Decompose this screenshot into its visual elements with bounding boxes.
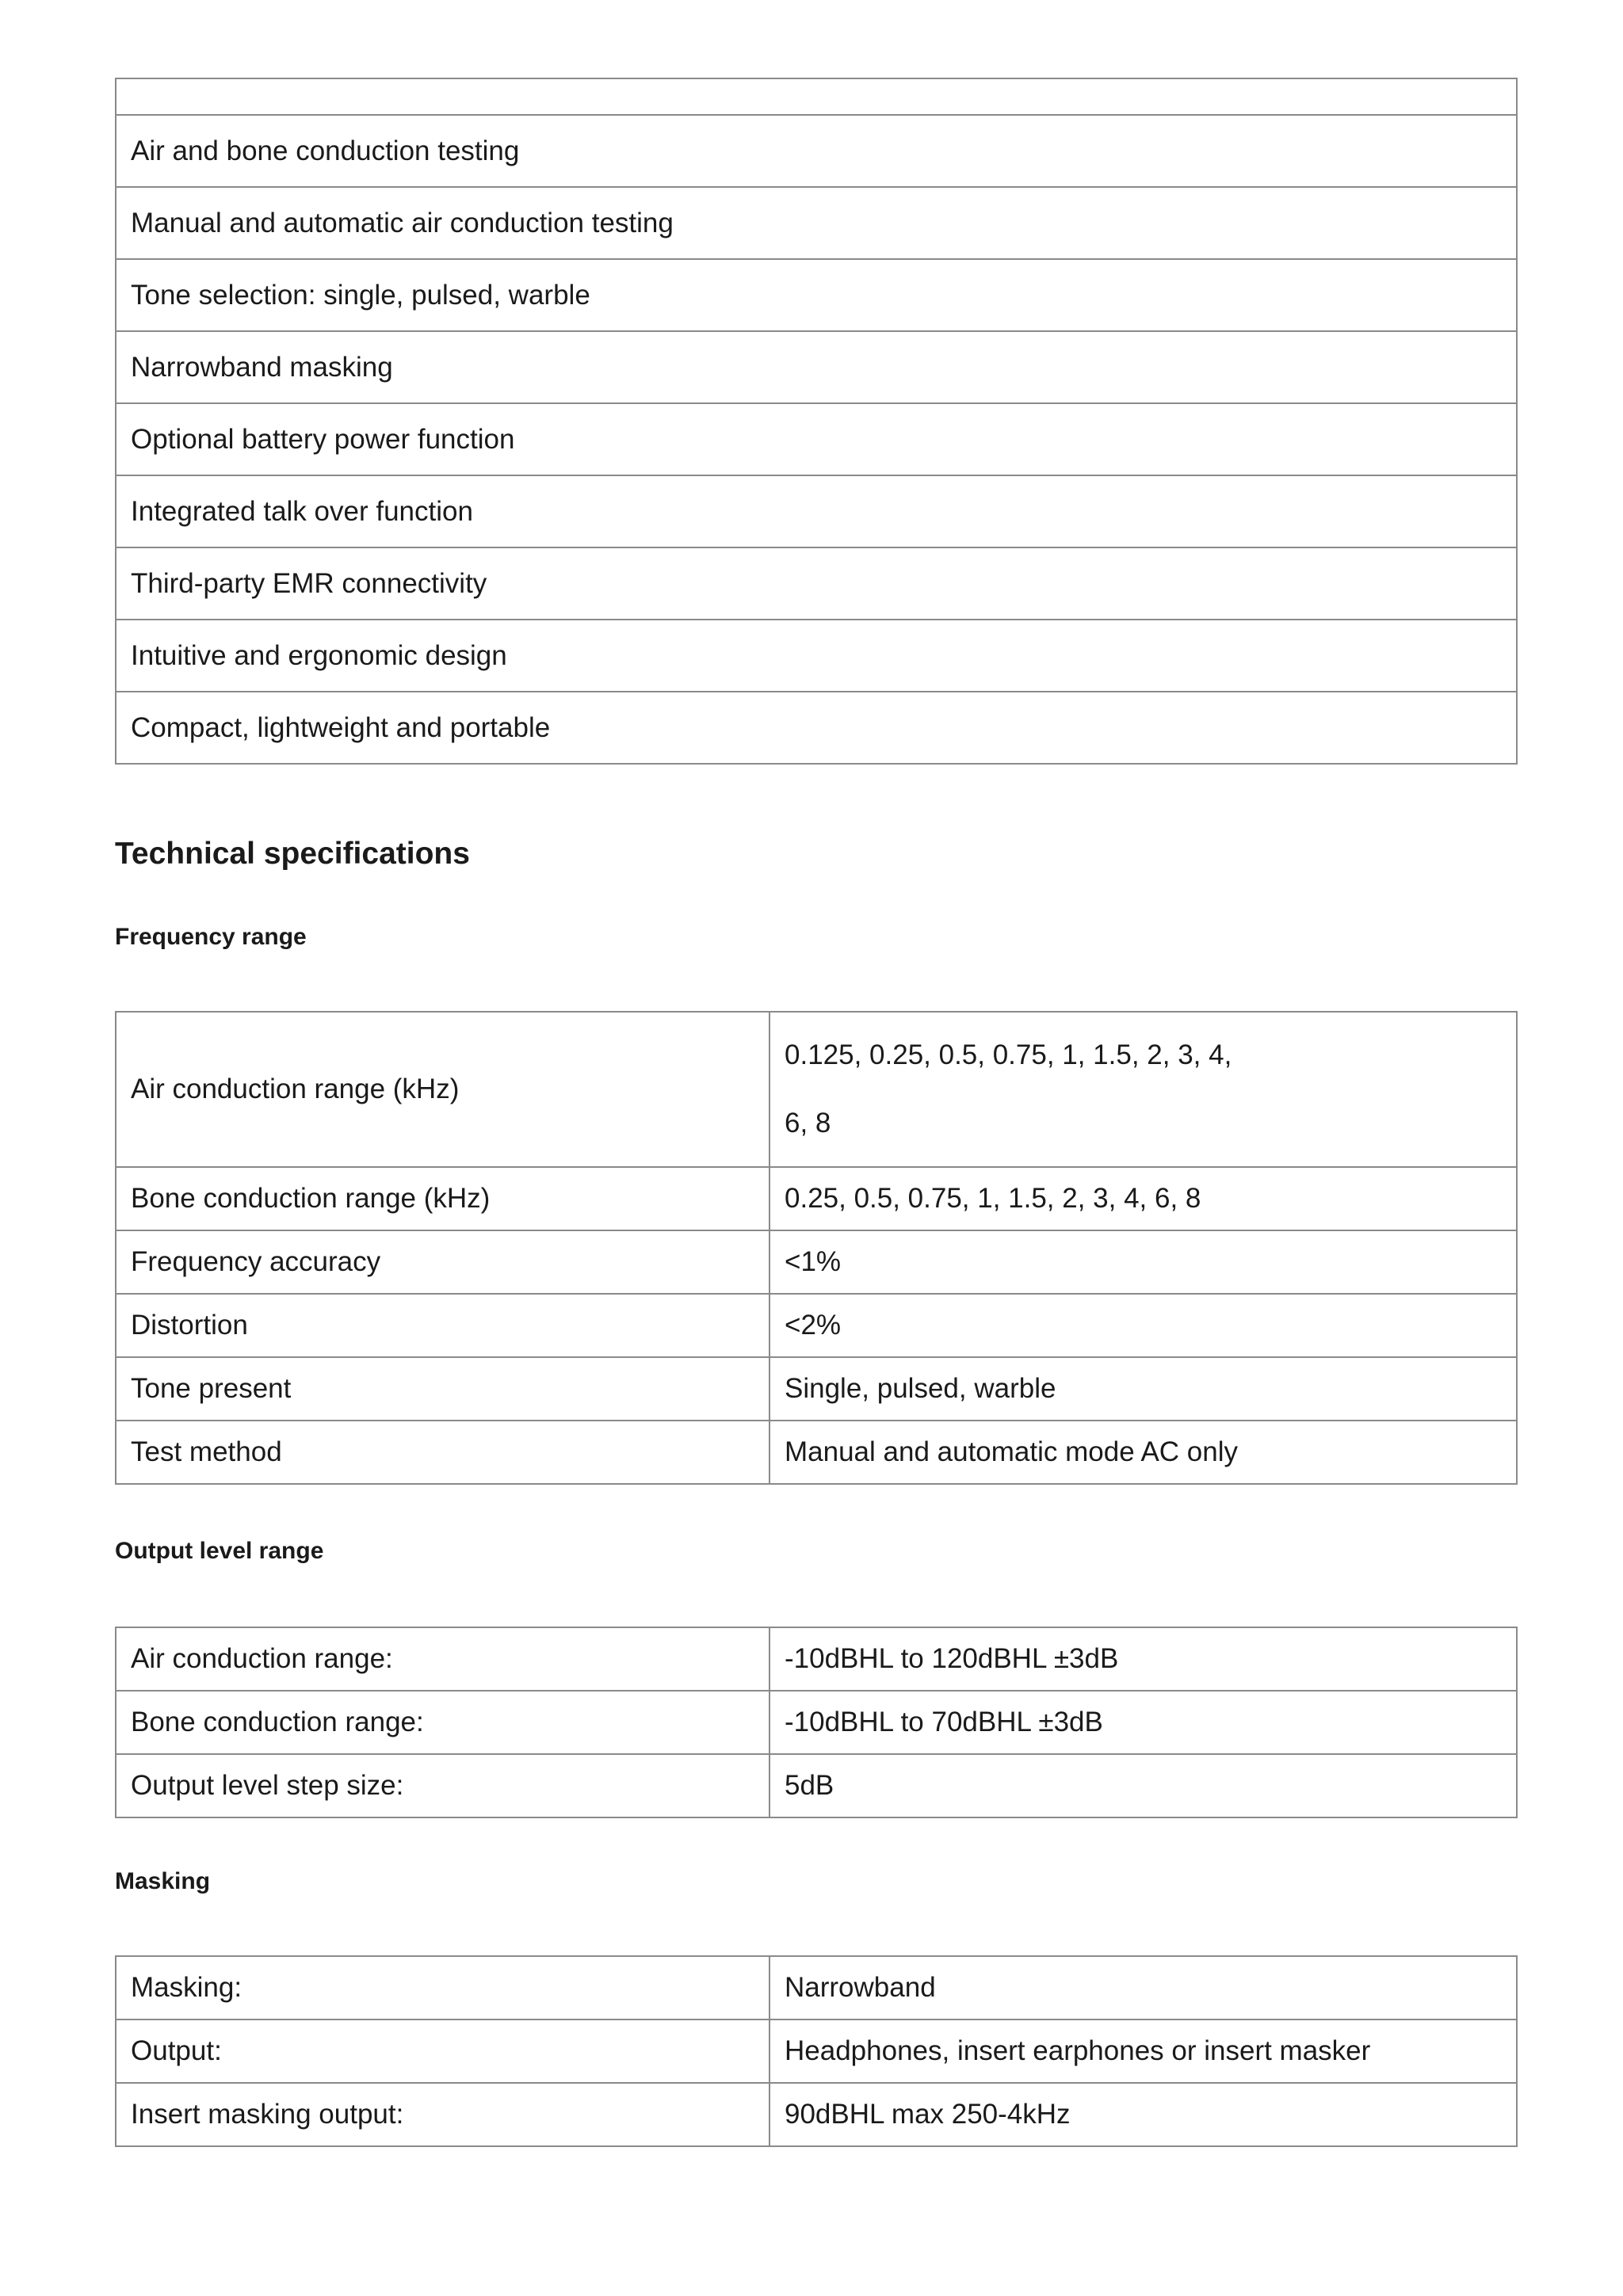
spec-value: 90dBHL max 250-4kHz [769, 2083, 1517, 2146]
spec-value: <2% [769, 1294, 1517, 1357]
spec-value: Narrowband [769, 1956, 1517, 2019]
table-row [116, 1754, 1517, 1817]
table-row [116, 187, 1517, 259]
feature-cell: Integrated talk over function [116, 475, 1517, 547]
table-row [116, 1230, 1517, 1294]
feature-cell: Narrowband masking [116, 331, 1517, 403]
table-row [116, 331, 1517, 403]
spec-label: Output level step size: [116, 1754, 769, 1817]
spec-label: Distortion [116, 1294, 769, 1357]
feature-cell: Intuitive and ergonomic design [116, 620, 1517, 692]
spec-value: 5dB [769, 1754, 1517, 1817]
spec-label: Air conduction range (kHz) [116, 1012, 769, 1167]
table-row [116, 259, 1517, 331]
spec-value: <1% [769, 1230, 1517, 1294]
table-row [116, 1421, 1517, 1484]
table-row [116, 1627, 1517, 1691]
table-row [116, 115, 1517, 187]
table-row [116, 1012, 1517, 1167]
table-row [116, 2019, 1517, 2083]
spec-value-line: 0.125, 0.25, 0.5, 0.75, 1, 1.5, 2, 3, 4, [785, 1039, 1232, 1070]
masking-table [115, 1955, 1518, 2147]
table-row [116, 403, 1517, 475]
table-row [116, 547, 1517, 620]
features-table-block [115, 78, 1518, 765]
spec-label: Insert masking output: [116, 2083, 769, 2146]
table-row [116, 78, 1517, 115]
spec-label: Test method [116, 1421, 769, 1484]
spec-label: Bone conduction range: [116, 1691, 769, 1754]
feature-cell: Third-party EMR connectivity [116, 547, 1517, 620]
spec-label: Tone present [116, 1357, 769, 1421]
frequency-range-heading: Frequency range [115, 924, 307, 950]
feature-cell: Compact, lightweight and portable [116, 692, 1517, 764]
spec-value: Manual and automatic mode AC only [769, 1421, 1517, 1484]
masking-table-block [115, 1955, 1518, 2147]
spec-value: -10dBHL to 120dBHL ±3dB [769, 1627, 1517, 1691]
spec-value [769, 1012, 1517, 1167]
spec-value: Headphones, insert earphones or insert masker [769, 2019, 1517, 2083]
frequency-range-table [115, 1011, 1518, 1485]
spec-value: Single, pulsed, warble [769, 1357, 1517, 1421]
table-row [116, 1691, 1517, 1754]
spec-label: Masking: [116, 1956, 769, 2019]
feature-cell [116, 78, 1517, 115]
spec-value-line: 6, 8 [785, 1108, 831, 1138]
spec-label: Frequency accuracy [116, 1230, 769, 1294]
spec-label: Bone conduction range (kHz) [116, 1167, 769, 1230]
feature-cell: Manual and automatic air conduction testing [116, 187, 1517, 259]
table-row [116, 1167, 1517, 1230]
spec-label: Air conduction range: [116, 1627, 769, 1691]
table-row [116, 475, 1517, 547]
table-row [116, 1956, 1517, 2019]
technical-specifications-heading: Technical specifications [115, 837, 470, 871]
frequency-table-block [115, 1011, 1518, 1485]
output-level-table [115, 1627, 1518, 1818]
feature-cell: Air and bone conduction testing [116, 115, 1517, 187]
spec-label: Output: [116, 2019, 769, 2083]
spec-value: 0.25, 0.5, 0.75, 1, 1.5, 2, 3, 4, 6, 8 [769, 1167, 1517, 1230]
table-row [116, 1294, 1517, 1357]
table-row [116, 620, 1517, 692]
feature-cell: Optional battery power function [116, 403, 1517, 475]
table-row [116, 2083, 1517, 2146]
output-level-range-heading: Output level range [115, 1538, 324, 1564]
feature-cell: Tone selection: single, pulsed, warble [116, 259, 1517, 331]
table-row [116, 1357, 1517, 1421]
spec-value: -10dBHL to 70dBHL ±3dB [769, 1691, 1517, 1754]
output-table-block [115, 1627, 1518, 1818]
features-table [115, 78, 1518, 765]
masking-heading: Masking [115, 1868, 211, 1894]
table-row [116, 692, 1517, 764]
